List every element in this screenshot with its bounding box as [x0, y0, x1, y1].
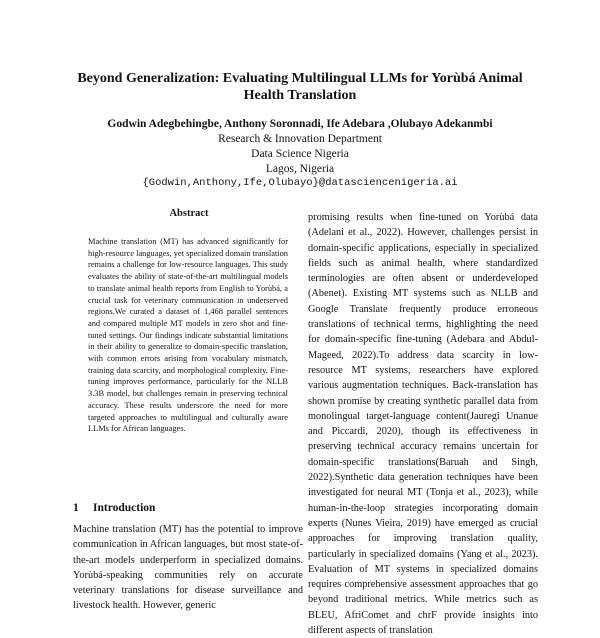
right-column-text: promising results when fine-tuned on Yorùbá data (Adelani et al., 2022). However, challenges persist in domain-specific applications, especially in specialized fields such as animal health, where standardized terminologies are often absent or underdeveloped (Abenet). Existing MT systems such as NLLB and Google Translate frequently produce erroneous translations of technical terms, highlighting the need for domain-specific fine-tuning (Adebara and Abdul-Mageed, 2022).To address data scarcity in low-resource MT systems, researchers have explored various augmentation techniques. Back-translation has shown promise by creating synthetic parallel data from monolingual target-language content(Jauregi Unanue and Piccardi, 2020), though its effectiveness in preserving technical accuracy remains uncertain for domain-specific translations(Baruah and Singh, 2022).Synthetic data generation techniques have been investigated for neural MT (Tonja et al., 2023), while human-in-the-loop strategies incorporating domain experts (Nunes Vieira, 2019) have emerged as crucial approaches for improving translation quality, particularly in specialized domains (Yang et al., 2023). Evaluation of MT systems in specialized domains requires comprehensive assessment approaches that go beyond traditional metrics. While metrics such as BLEU, AfriComet and chrF provide insights into different aspects of translation — [308, 212, 538, 637]
affiliation-department: Research & Innovation Department — [218, 133, 382, 145]
author-list: Godwin Adegbehingbe, Anthony Soronnadi, Ife Adebara ,Olubayo Adekanmbi — [107, 118, 493, 130]
section-title: Introduction — [93, 502, 156, 514]
introduction-text: Machine translation (MT) has the potential to improve communication in African languages, but most state-of-the-art models underperform in specialized domains. Yorùbá-speaking communities rely on accurate veterinary translations for disease surveillance and livestock health. However, generic — [73, 524, 303, 612]
affiliation-organization: Data Science Nigeria — [251, 148, 349, 160]
section-heading-introduction — [73, 502, 303, 514]
affiliation-location: Lagos, Nigeria — [265, 163, 335, 175]
paper-title: Beyond Generalization: Evaluating Multilingual LLMs for Yorùbá Animal Health Translation — [77, 71, 523, 103]
abstract-text: Machine translation (MT) has advanced significantly for high-resource languages, yet specialized domain translation remains a challenge for low-resource languages. This study evaluates the ability of state-of-the-art multilingual models to translate animal health reports from English to Yorùbá, a crucial task for veterinary communication in underserved regions.We curated a dataset of 1,468 parallel sentences and compared multiple MT models in zero shot and fine-tuned settings. Our findings indicate substantial limitations in their ability to generalize to domain-specific translation, with common errors arising from vocabulary mismatch, training data scarcity, and morphological complexity. Fine-tuning improves performance, particularly for the NLLB 3.3B model, but challenges remain in preserving technical accuracy. These results underscore the need for more targeted approaches to multilingual and culturally aware LLMs for African languages. — [88, 237, 288, 434]
abstract-heading: Abstract — [169, 208, 209, 219]
section-number: 1 — [73, 502, 79, 514]
author-emails: {Godwin,Anthony,Ife,Olubayo}@datasciencenigeria.ai — [142, 177, 458, 189]
